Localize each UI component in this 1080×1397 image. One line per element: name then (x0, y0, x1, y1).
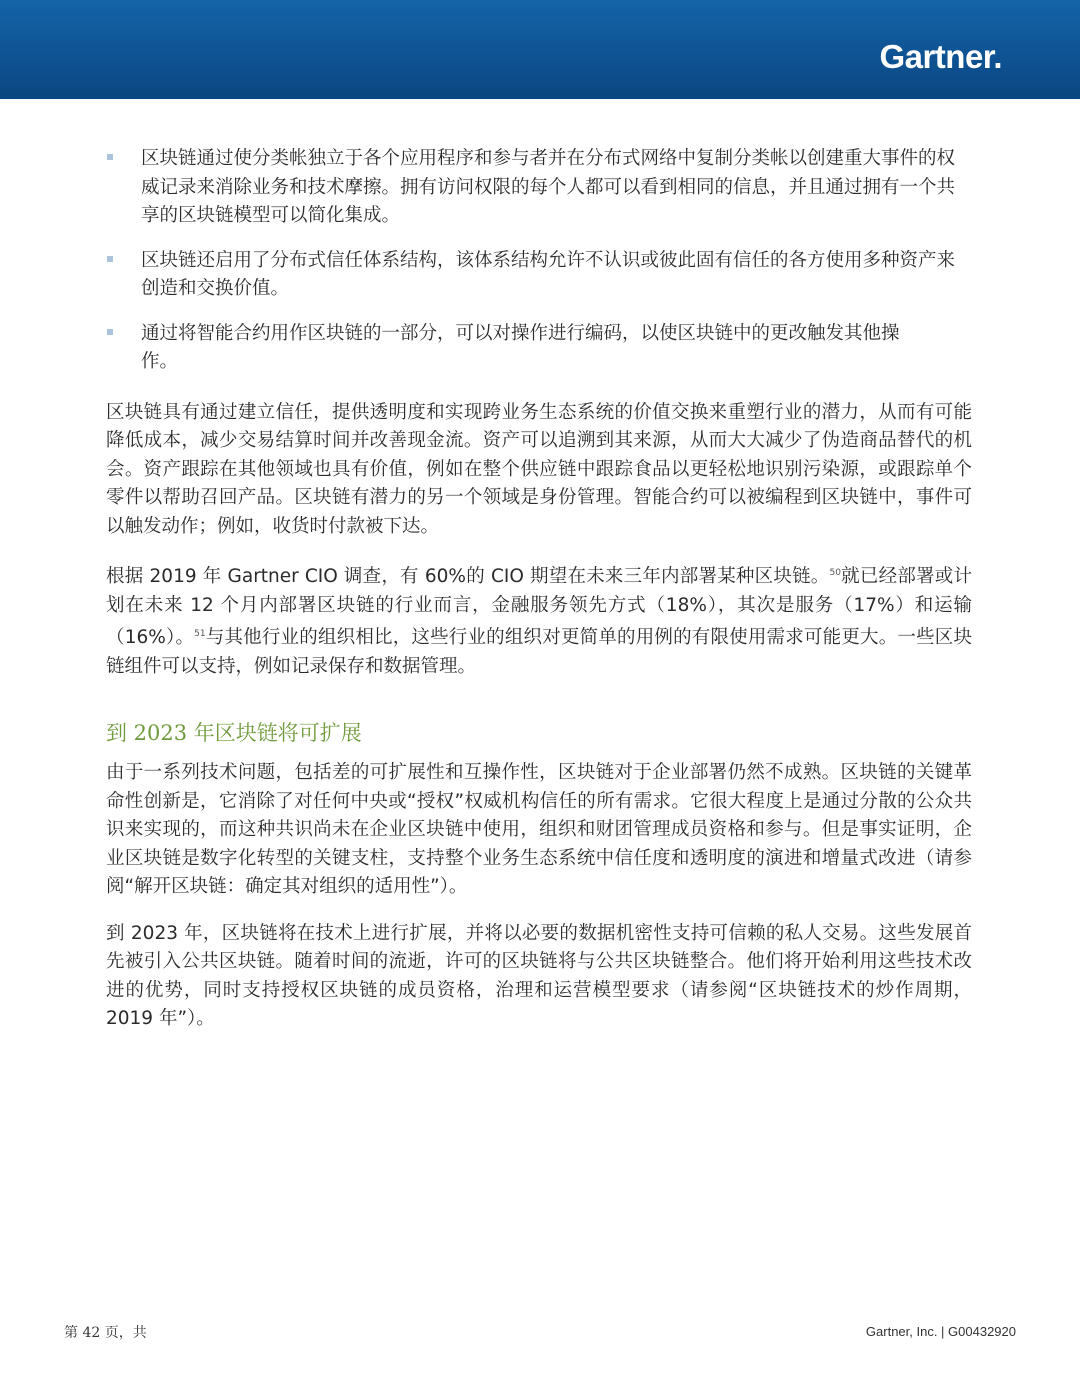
page-content (106, 145, 972, 1052)
survey-text-c: 与其他行业的组织相比，这些行业的组织对更简单的用例的有限使用需求可能更大。一些区块链组件可以支持，例如记录保存和数据管理。 (106, 627, 972, 677)
document-reference: Gartner, Inc. | G00432920 (865, 1324, 1016, 1339)
section-heading: 到 2023 年区块链将可扩展 (106, 721, 362, 746)
page-header (0, 0, 1080, 99)
paragraph-2023: 到 2023 年，区块链将在技术上进行扩展，并将以必要的数据机密性支持可信赖的私人交易。这些发展首先被引入公共区块链。随着时间的流逝，许可的区块链将与公共区块链整合。他们将开始利用这些技术改进的优势，同时支持授权区块链的成员资格，治理和运营模型要求（请参阅“区块链技术的炒作周期，2019 年”）。 (106, 922, 972, 1030)
bullet-item (106, 320, 931, 377)
paragraph-survey (106, 559, 972, 681)
bullet-square-icon (107, 154, 113, 160)
footnote-ref-51[interactable]: 51 (194, 629, 206, 640)
survey-text-b: 就已经部署或计划在未来 12 个月内部署区块链的行业而言，金融服务领先方式（18%），其次是服务（17%）和运输（16%）。 (106, 566, 972, 649)
page-number: 第 42 页，共 (64, 1325, 147, 1341)
bullet-item (106, 247, 961, 304)
survey-text-a: 根据 2019 年 Gartner CIO 调查，有 60%的 CIO 期望在未来三年内部署某种区块链。 (106, 566, 830, 588)
footnote-ref-50[interactable]: 50 (829, 568, 841, 578)
bullet-square-icon (107, 329, 113, 335)
bullet-item (106, 145, 961, 231)
gartner-logo: Gartner. (879, 38, 1002, 75)
bullet-text: 通过将智能合约用作区块链的一部分，可以对操作进行编码，以使区块链中的更改触发其他操作。 (141, 322, 900, 372)
paragraph-scalability: 由于一系列技术问题，包括差的可扩展性和互操作性，区块链对于企业部署仍然不成熟。区块链的关键革命性创新是，它消除了对任何中央或“授权”权威机构信任的所有需求。它很大程度上是通过分散的公众共识来实现的，而这种共识尚未在企业区块链中使用，组织和财团管理成员资格和参与。但是事实证明，企业区块链是数字化转型的关键支柱，支持整个业务生态系统中信任度和透明度的演进和增量式改进（请参阅“解开区块链：确定其对组织的适用性”）。 (106, 762, 972, 898)
bullet-square-icon (107, 256, 113, 262)
bullet-text: 区块链通过使分类帐独立于各个应用程序和参与者并在分布式网络中复制分类帐以创建重大事件的权威记录来消除业务和技术摩擦。拥有访问权限的每个人都可以看到相同的信息，并且通过拥有一个共享的区块链模型可以简化集成。 (141, 148, 956, 226)
bullet-text: 区块链还启用了分布式信任体系结构，该体系结构允许不认识或彼此固有信任的各方使用多种资产来创造和交换价值。 (141, 249, 956, 299)
paragraph-potential: 区块链具有通过建立信任，提供透明度和实现跨业务生态系统的价值交换来重塑行业的潜力，从而有可能降低成本，减少交易结算时间并改善现金流。资产可以追溯到其来源，从而大大减少了伪造商品替代的机会。资产跟踪在其他领域也具有价值，例如在整个供应链中跟踪食品以更轻松地识别污染源，或跟踪单个零件以帮助召回产品。区块链有潜力的另一个领域是身份管理。智能合约可以被编程到区块链中，事件可以触发动作；例如，收货时付款被下达。 (106, 401, 972, 537)
